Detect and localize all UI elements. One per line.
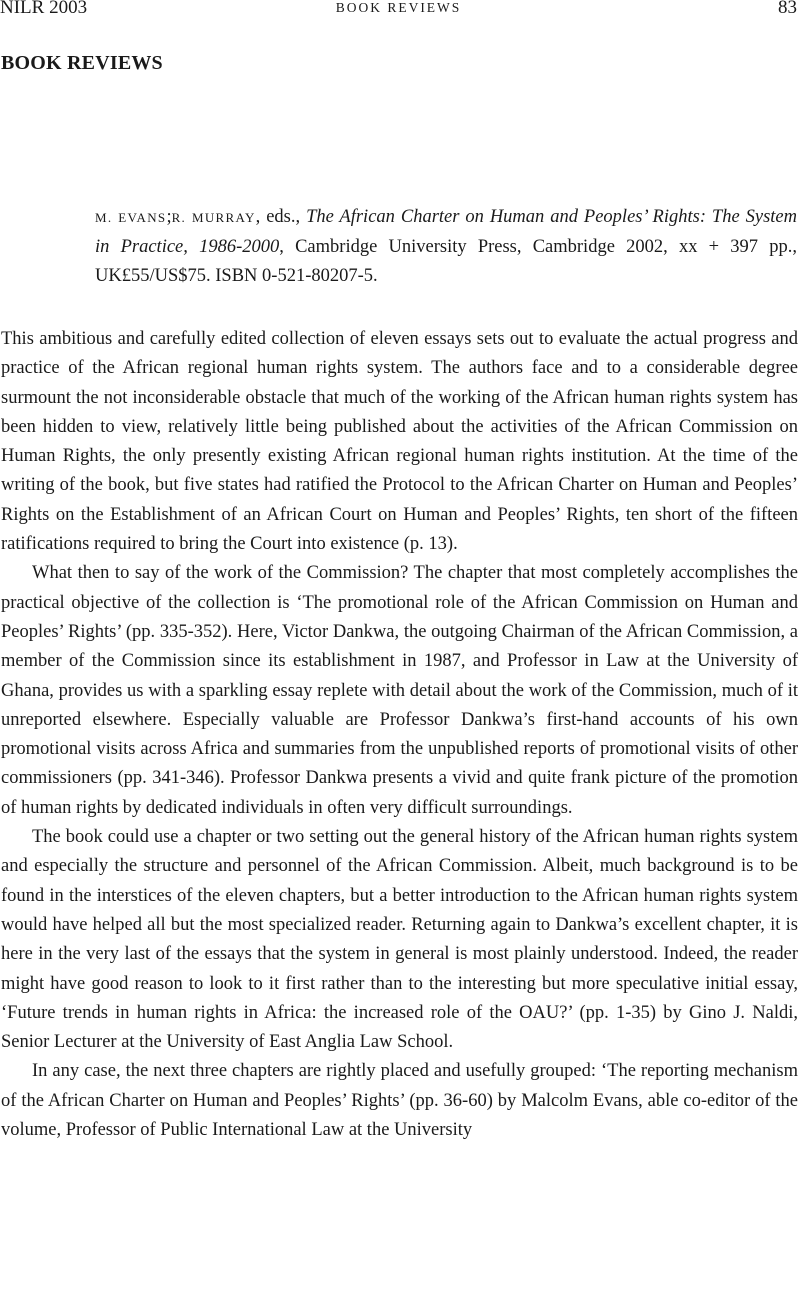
editor-separator: ; [166, 207, 172, 227]
journal-label: NILR 2003 [0, 0, 88, 18]
review-body [1, 325, 798, 1145]
running-section-label: BOOK REVIEWS [335, 0, 462, 15]
running-head [0, 0, 797, 23]
page-number: 83 [778, 0, 797, 18]
paragraph: The book could use a chapter or two setting out the general history of the African human rights system and especially the structure and personnel of the African Commission. Albeit, much background is to be found in the interstices of the eleven chapters, but a better introduction to the African human rights system would have helped all but the most specialized reader. Returning again to Dankwa’s excellent chapter, it is here in the very last of the essays that the system in general is most plainly understood. Indeed, the reader might have good reason to look to it first rather than to the interesting but more speculative initial essay, ‘Future trends in human rights in Africa: the increased role of the OAU?’ (pp. 1-35) by Gino J. Naldi, Senior Lecturer at the University of East Anglia Law School. [1, 827, 798, 1053]
paragraph: What then to say of the work of the Commission? The chapter that most completely accomplishes the practical objective of the collection is ‘The promotional role of the African Commission on Human and Peoples’ Rights’ (pp. 335-352). Here, Victor Dankwa, the outgoing Chairman of the African Commission, a member of the Commission since its establishment in 1987, and Professor in Law at the University of Ghana, provides us with a sparkling essay replete with detail about the work of the Commission, much of it unreported elsewhere. Especially valuable are Professor Dankwa’s first-hand accounts of his own promotional visits across Africa and summaries from the unpublished reports of promotional visits of other commissioners (pp. 341-346). Professor Dankwa presents a vivid and quite frank picture of the promotion of human rights by dedicated individuals in often very difficult surroundings. [1, 563, 798, 818]
section-title: BOOK REVIEWS [1, 52, 163, 74]
editor-2: R. MURRAY [171, 210, 256, 225]
paragraph: This ambitious and carefully edited collection of eleven essays sets out to evaluate the actual progress and practice of the African regional human rights system. The authors face and to a considerable degree surmount the not inconsiderable obstacle that much of the working of the African human rights system has been hidden to view, relatively little being published about the activities of the African Commission on Human Rights, the only presently existing African regional human rights institution. At the time of the writing of the book, but five states had ratified the Protocol to the African Charter on Human and Peoples’ Rights on the Establishment of an African Court on Human and Peoples’ Rights, ten short of the fifteen ratifications required to bring the Court into existence (p. 13). [1, 329, 798, 555]
book-title: The African Charter on Human and Peoples’ Rights: The System in Practice, 1986-2000 [95, 207, 797, 257]
book-citation [95, 203, 797, 292]
editor-1: M. EVANS [95, 210, 167, 225]
publication-details: , Cambridge University Press, Cambridge 2002, xx + 397 pp., UK£55/US$75. ISBN 0-521-80207-5. [95, 236, 798, 286]
paragraph: In any case, the next three chapters are rightly placed and usefully grouped: ‘The reporting mechanism of the African Charter on Human and Peoples’ Rights’ (pp. 36-60) by Malcolm Evans, able co-editor of the volume, Professor of Public International Law at the University [1, 1061, 798, 1141]
eds-label: , eds., [255, 207, 307, 227]
